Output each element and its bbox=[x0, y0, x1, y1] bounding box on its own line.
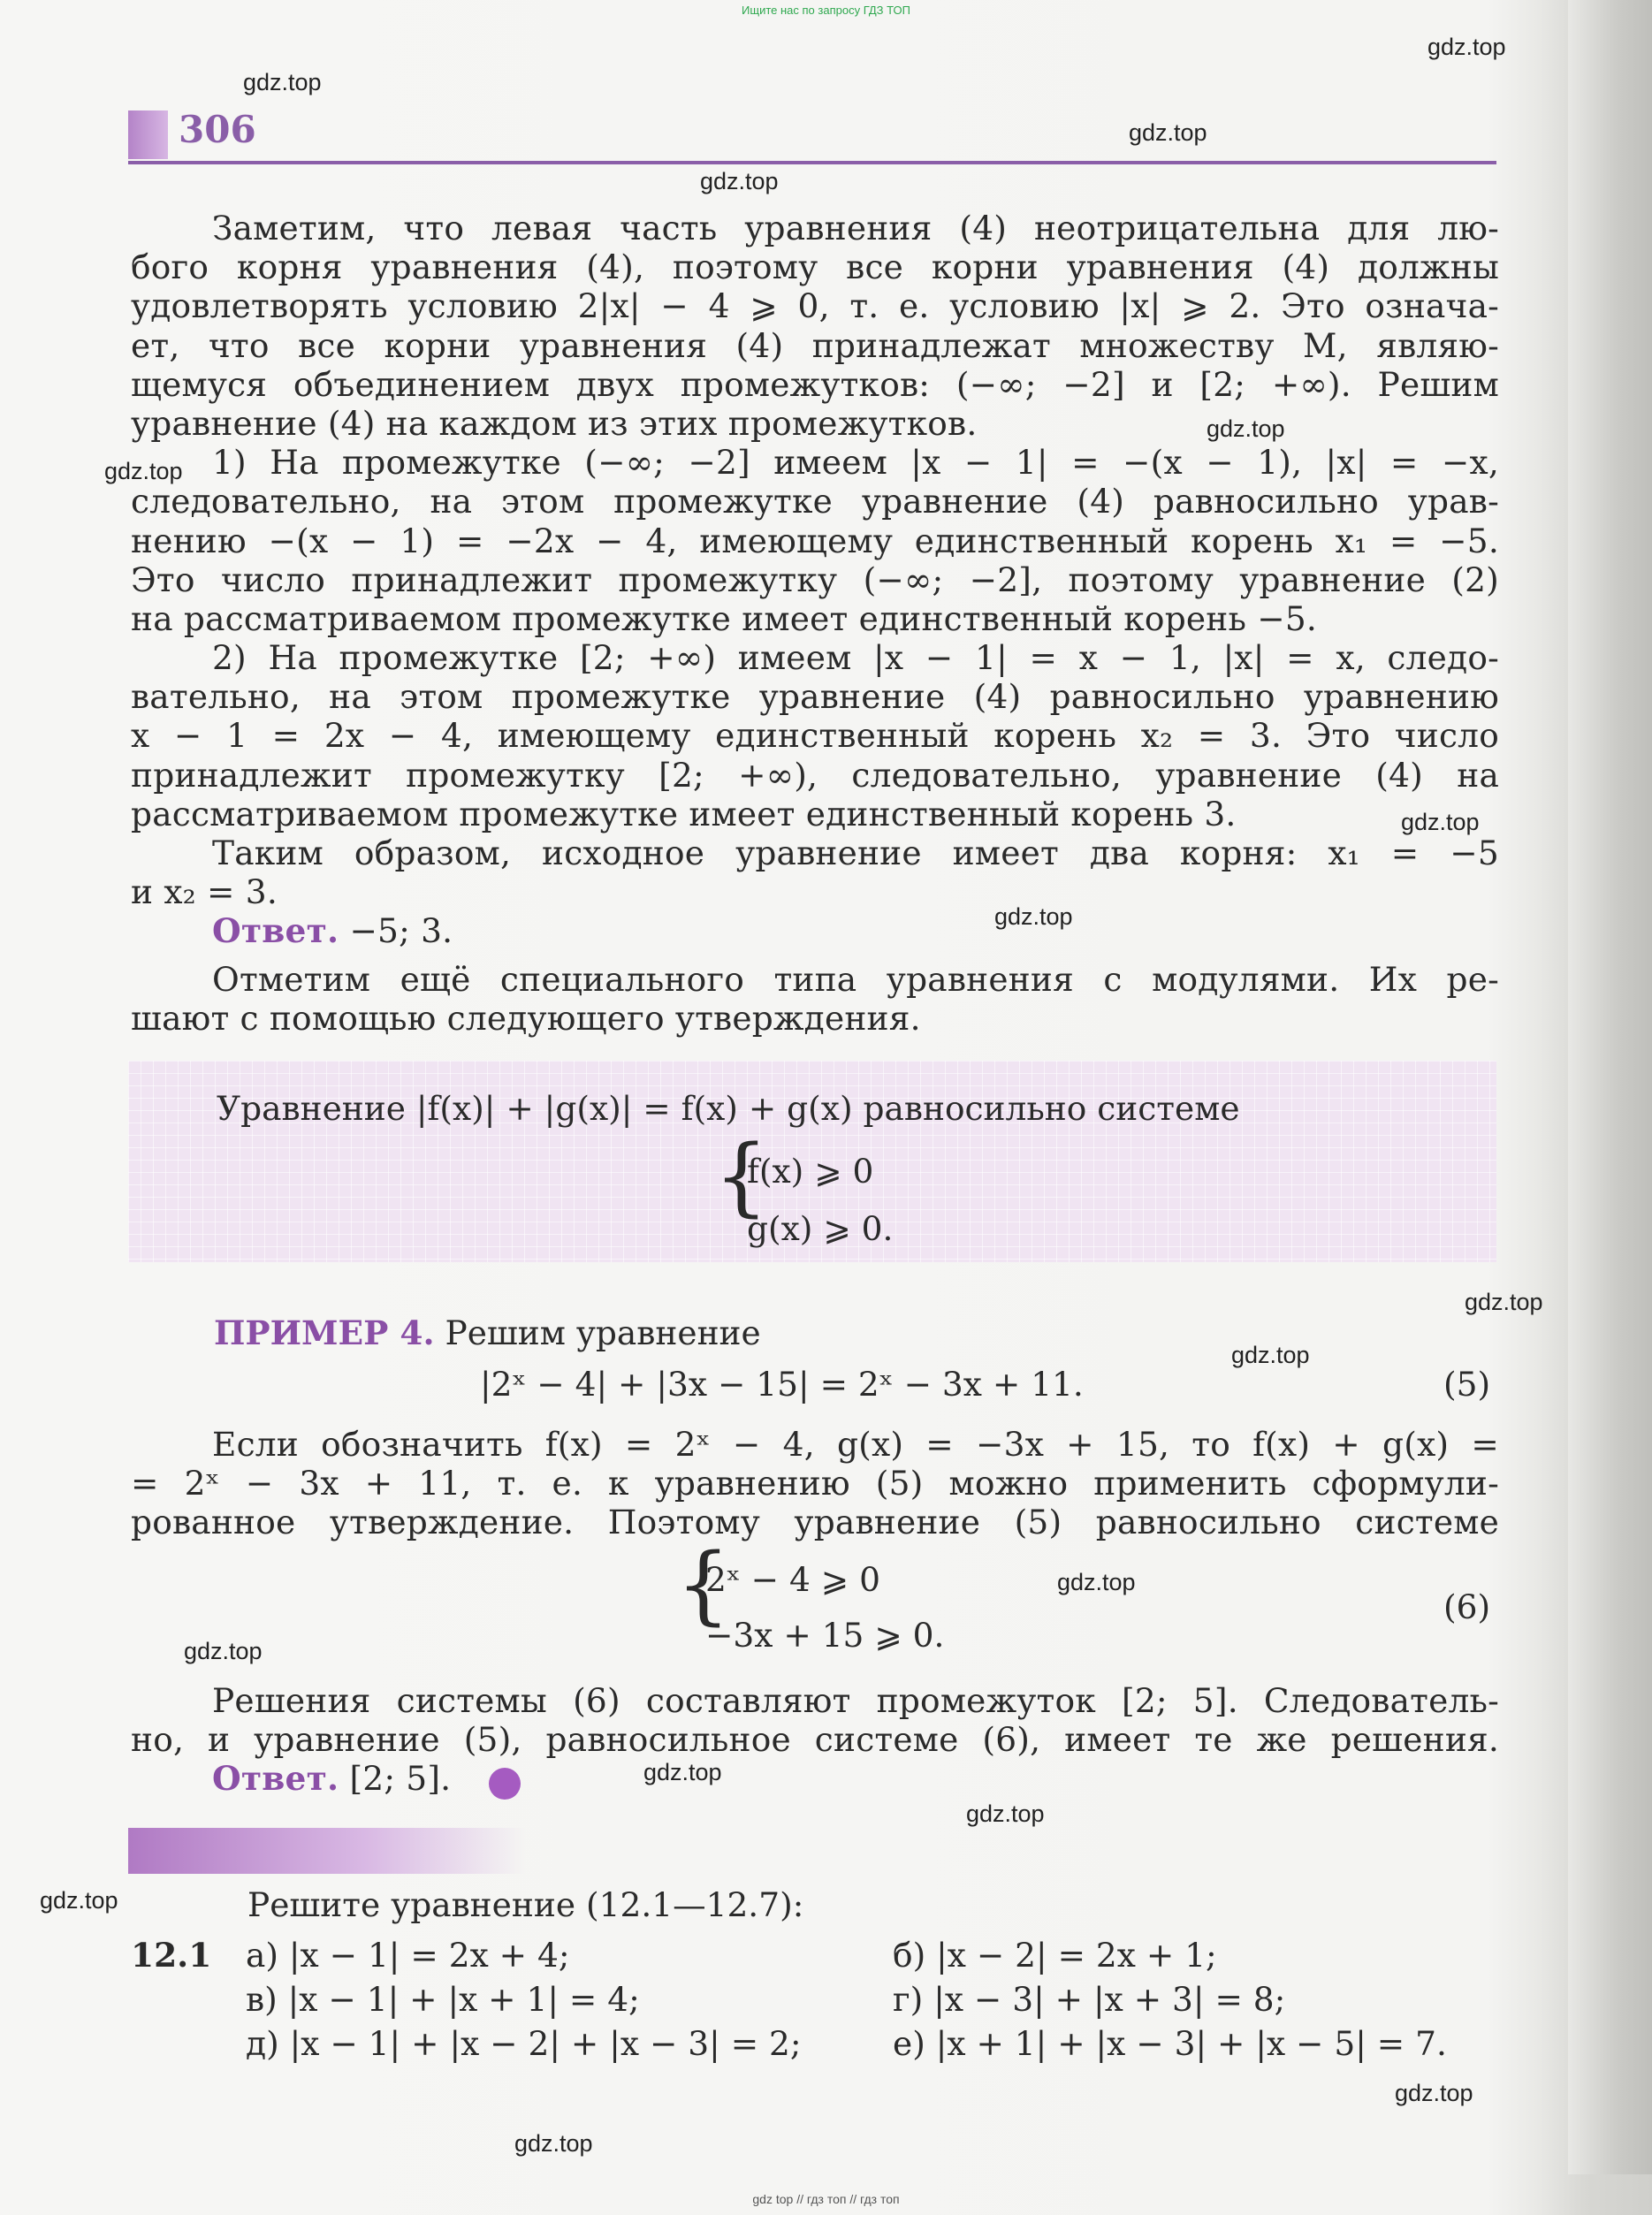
text-line: нению −(x − 1) = −2x − 4, имеющему единственный корень x₁ = −5. bbox=[131, 521, 1499, 560]
text-line: но, и уравнение (5), равносильное системе (6), имеет те же решения. bbox=[131, 1720, 1499, 1760]
text-line: щемуся объединением двух промежутков: (−∞; −2] и [2; +∞). Решим bbox=[131, 364, 1499, 404]
equation-number: (5) bbox=[1443, 1365, 1491, 1404]
text-line: принадлежит промежутку [2; +∞), следовательно, уравнение (4) на bbox=[131, 755, 1499, 795]
text-line: рованное утверждение. Поэтому уравнение (5) равносильно системе bbox=[131, 1503, 1499, 1542]
watermark: gdz.top bbox=[1231, 1342, 1310, 1368]
watermark: gdz.top bbox=[243, 69, 322, 95]
exercise-item: е) |x + 1| + |x − 3| + |x − 5| = 7. bbox=[893, 2024, 1447, 2063]
text-line: вательно, на этом промежутке уравнение (4) равносильно уравнению bbox=[131, 677, 1499, 717]
text-line: x − 1 = 2x − 4, имеющему единственный корень x₂ = 3. Это число bbox=[131, 716, 1499, 756]
text-line: удовлетворять условию 2|x| − 4 ⩾ 0, т. е. условию |x| ⩾ 2. Это означа- bbox=[131, 286, 1499, 326]
text-line: Это число принадлежит промежутку (−∞; −2], поэтому уравнение (2) bbox=[131, 559, 1499, 599]
watermark: gdz.top bbox=[184, 1638, 263, 1664]
body-text-top bbox=[131, 209, 1499, 1038]
watermark: gdz.top bbox=[1129, 119, 1207, 146]
exercise-item: в) |x − 1| + |x + 1| = 4; bbox=[246, 1980, 640, 2019]
watermark: gdz.top bbox=[1207, 415, 1285, 442]
exercise-item: б) |x − 2| = 2x + 1; bbox=[893, 1936, 1217, 1975]
answer-line bbox=[131, 911, 1499, 950]
top-banner[interactable]: Ищите нас по запросу ГДЗ ТОП bbox=[742, 4, 910, 17]
text-line: рассматриваемом промежутке имеет единственный корень 3. bbox=[131, 794, 1237, 833]
book-gutter bbox=[1568, 0, 1652, 2174]
text-line: Таким образом, исходное уравнение имеет два корня: x₁ = −5 bbox=[212, 833, 1499, 872]
system-line: g(x) ⩾ 0. bbox=[747, 1209, 894, 1248]
answer-label: Ответ. bbox=[212, 1759, 339, 1799]
answer-value: −5; 3. bbox=[349, 911, 453, 951]
text-line: 2) На промежутке [2; +∞) имеем |x − 1| = x − 1, |x| = x, следо- bbox=[212, 638, 1499, 678]
exercise-number: 12.1 bbox=[131, 1936, 212, 1975]
example-intro: Решим уравнение bbox=[445, 1313, 761, 1352]
answer-line bbox=[131, 1759, 1499, 1798]
text-line: следовательно, на этом промежутке уравнение (4) равносильно урав- bbox=[131, 482, 1499, 521]
text-line: Решения системы (6) составляют промежуток [2; 5]. Следователь- bbox=[212, 1681, 1499, 1720]
example-text bbox=[131, 1425, 1499, 1542]
text-line: Если обозначить f(x) = 2ˣ − 4, g(x) = −3x + 15, то f(x) + g(x) = bbox=[212, 1425, 1499, 1464]
header-accent-bar bbox=[128, 110, 168, 159]
text-line: на рассматриваемом промежутке имеет единственный корень −5. bbox=[131, 598, 1318, 638]
exercise-item: г) |x − 3| + |x + 3| = 8; bbox=[893, 1980, 1286, 2019]
watermark: gdz.top bbox=[643, 1759, 722, 1785]
answer-value: [2; 5]. bbox=[349, 1759, 452, 1799]
exercise-item: а) |x − 1| = 2x + 4; bbox=[246, 1936, 570, 1975]
system-line: −3x + 15 ⩾ 0. bbox=[705, 1616, 945, 1655]
exercises-band bbox=[128, 1828, 526, 1874]
system-brace: { bbox=[676, 1535, 731, 1634]
answer-label: Ответ. bbox=[212, 911, 339, 951]
text-line: 1) На промежутке (−∞; −2] имеем |x − 1| = −(x − 1), |x| = −x, bbox=[212, 443, 1499, 483]
statement-text: Уравнение |f(x)| + |g(x)| = f(x) + g(x) равносильно системе bbox=[217, 1089, 1240, 1128]
equation-number: (6) bbox=[1443, 1587, 1491, 1626]
text-line: и x₂ = 3. bbox=[131, 872, 278, 912]
watermark: gdz.top bbox=[1395, 2080, 1473, 2106]
text-line: шают с помощью следующего утверждения. bbox=[131, 998, 921, 1038]
text-line: Отметим ещё специального типа уравнения с модулями. Их ре- bbox=[212, 959, 1499, 999]
watermark: gdz.top bbox=[1427, 34, 1506, 60]
watermark: gdz.top bbox=[104, 458, 183, 484]
watermark: gdz.top bbox=[966, 1800, 1045, 1827]
text-line: ет, что все корни уравнения (4) принадлежат множеству M, являю- bbox=[131, 325, 1499, 365]
example-heading bbox=[214, 1313, 761, 1352]
system-line: f(x) ⩾ 0 bbox=[747, 1152, 874, 1191]
text-line: уравнение (4) на каждом из этих промежутков. bbox=[131, 403, 978, 443]
watermark: gdz.top bbox=[1401, 809, 1480, 835]
text-line: бого корня уравнения (4), поэтому все корни уравнения (4) должны bbox=[131, 247, 1499, 287]
bottom-banner[interactable]: gdz top // гдз топ // гдз топ bbox=[752, 2192, 900, 2206]
watermark: gdz.top bbox=[1465, 1289, 1543, 1315]
text-line: Заметим, что левая часть уравнения (4) неотрицательна для лю- bbox=[212, 209, 1499, 247]
end-of-example-bullet bbox=[489, 1768, 521, 1800]
text-line: = 2ˣ − 3x + 11, т. е. к уравнению (5) можно применить сформули- bbox=[131, 1464, 1499, 1503]
solution-text bbox=[131, 1681, 1499, 1799]
example-label: ПРИМЕР 4. bbox=[214, 1313, 435, 1352]
watermark: gdz.top bbox=[40, 1887, 118, 1914]
watermark: gdz.top bbox=[994, 903, 1073, 930]
header-rule bbox=[128, 161, 1496, 164]
watermark: gdz.top bbox=[514, 2130, 593, 2157]
exercise-item: д) |x − 1| + |x − 2| + |x − 3| = 2; bbox=[246, 2024, 802, 2063]
system-line: 2ˣ − 4 ⩾ 0 bbox=[705, 1560, 880, 1599]
watermark: gdz.top bbox=[1057, 1569, 1136, 1595]
exercises-title: Решите уравнение (12.1—12.7): bbox=[247, 1885, 804, 1924]
page-number: 306 bbox=[179, 108, 256, 151]
watermark: gdz.top bbox=[700, 168, 779, 194]
equation-5: |2ˣ − 4| + |3x − 15| = 2ˣ − 3x + 11. bbox=[480, 1365, 1084, 1404]
system-brace: { bbox=[714, 1127, 769, 1226]
